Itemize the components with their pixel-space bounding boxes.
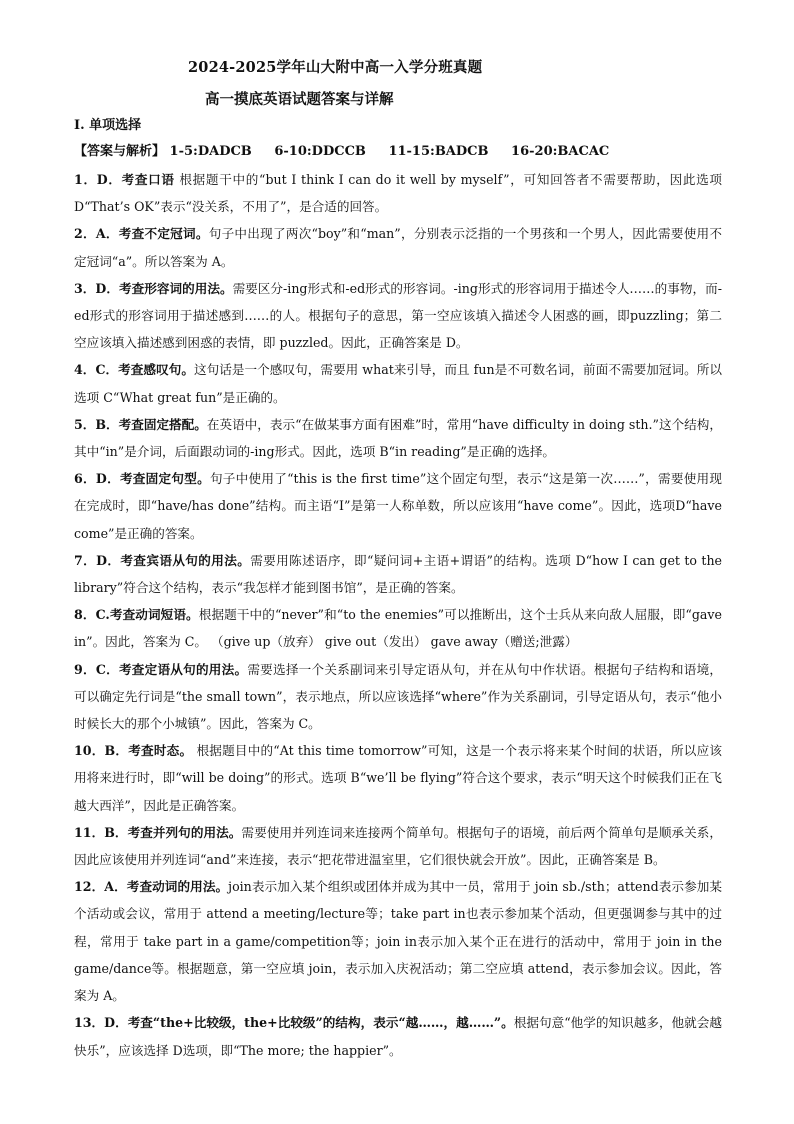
item-number: 2．A． xyxy=(74,226,119,242)
explanation-item xyxy=(74,275,722,357)
explanation-item xyxy=(74,220,722,274)
item-topic: 考查时态。 xyxy=(128,743,193,759)
explanation-item xyxy=(74,601,722,655)
item-topic: 考查不定冠词。 xyxy=(118,226,209,242)
item-number: 13．D． xyxy=(74,1015,128,1031)
item-number: 9．C． xyxy=(74,661,119,677)
item-text: 句子中使用了“this is the first time”这个固定句型，表示“这是第一次……”，需要使用现在完成时，即“have/has done”结构。而主语“I”是第一人称单数，所以应该用“have come”。因此，选项D“have come”是正确的答案。 xyxy=(74,471,723,541)
explanation-item xyxy=(74,873,722,1009)
document-subtitle: 高一摸底英语试题答案与详解 xyxy=(205,91,394,108)
item-number: 6．D． xyxy=(74,471,120,487)
item-text: 这句话是一个感叹句，需要用 what来引导，而且 fun是不可数名词，前面不需要加冠词。所以选项 C“What great fun”是正确的。 xyxy=(74,362,723,405)
item-text: 需要用陈述语序，即“疑问词+主语+谓语”的结构。选项 D“how I can get to the library”符合这个结构，表示“我怎样才能到图书馆”，是正确的答案。 xyxy=(74,552,723,596)
item-text: 根据句意“他学的知识越多，他就会越快乐”，应该选择 D选项，即“The more; the happier”。 xyxy=(74,1015,722,1058)
item-number: 10．B． xyxy=(74,743,129,759)
explanation-item xyxy=(74,1009,722,1063)
item-topic: 考查感叹句。 xyxy=(118,362,194,378)
item-text: 根据题干中的“never”和“to the enemies”可以推断出，这个士兵从来向敌人屈服，即“gave in”。因此，答案为 C。 （give up（放弃） give out（发出） gave away（赠送;泄露） xyxy=(74,607,723,650)
item-number: 12．A． xyxy=(74,879,127,895)
item-topic: 考查“the+比较级，the+比较级”的结构，表示“越……，越……”。 xyxy=(127,1015,514,1031)
answer-group: 16-20:BACAC xyxy=(511,144,610,159)
item-number: 5．B． xyxy=(74,416,119,432)
explanation-item xyxy=(74,411,722,465)
item-topic: 考查口语 xyxy=(121,172,175,187)
answer-group: 1-5:DADCB xyxy=(169,144,252,159)
item-text: join表示加入某个组织或团体并成为其中一员，常用于 join sb./sth；attend表示参加某个活动或会议，常用于 attend a meeting/lecture等；take part in也表示参加某个活动，但更强调参与其中的过程，常用于 take part in a game/competition等；join in表示加入某个正在进行的活动中，常用于 join in the game/dance等。根据题意，第一空应填 join，表示加入庆祝活动；第二空应填 attend，表示参加会议。因此，答案为 A。 xyxy=(74,879,723,1004)
item-topic: 考查宾语从句的用法。 xyxy=(120,552,251,568)
explanation-item xyxy=(74,656,722,738)
item-topic: 考查定语从句的用法。 xyxy=(118,661,248,677)
explanation-item xyxy=(74,465,722,547)
item-topic: 考查动词短语。 xyxy=(109,607,199,623)
item-text: 需要使用并列连词来连接两个简单句。根据句子的语境，前后两个简单句是顺承关系，因此应该使用并列连词“and”来连接，表示“把花带进温室里，它们很快就会开放”。因此，正确答案是 B。 xyxy=(74,824,723,868)
item-text: 根据题干中的“but I think I can do it well by myself”，可知回答者不需要帮助，因此选项D“That’s OK”表示“没关系，不用了”，是合适的回答。 xyxy=(74,172,722,215)
item-text: 句子中出现了两次“boy”和“man”，分别表示泛指的一个男孩和一个男人，因此需要使用不定冠词“a”。所以答案为 A。 xyxy=(74,226,723,269)
answer-key-line xyxy=(74,138,722,166)
item-text: 根据题目中的“At this time tomorrow”可知，这是一个表示将来某个时间的状语，所以应该用将来进行时，即“will be doing”的形式。选项 B“we’ll be flying”符合这个要求，表示“明天这个时候我们正在飞越大西洋”，因此是正确答案。 xyxy=(74,743,723,813)
item-number: 11．B． xyxy=(74,824,128,840)
item-number: 1．D． xyxy=(74,172,122,187)
item-topic: 考查固定句型。 xyxy=(119,471,210,487)
explanation-item xyxy=(74,819,722,873)
explanation-item xyxy=(74,547,722,601)
item-number: 3．D． xyxy=(74,280,119,296)
explanation-item xyxy=(74,356,722,410)
item-number: 7．D． xyxy=(74,552,121,568)
item-number: 8．C. xyxy=(74,607,110,623)
answer-group: 11-15:BADCB xyxy=(388,144,489,159)
section-heading: I. 单项选择 xyxy=(74,118,142,133)
item-text: 需要选择一个关系副词来引导定语从句，并在从句中作状语。根据句子结构和语境，可以确定先行词是“the small town”，表示地点，所以应该选择“where”作为关系副词，引导定语从句，表示“他小时候长大的那个小城镇”。因此，答案为 C。 xyxy=(74,661,722,732)
explanation-item xyxy=(74,166,722,220)
item-topic: 考查形容词的用法。 xyxy=(118,280,233,296)
answer-content xyxy=(74,114,722,1064)
item-text: 在英语中，表示“在做某事方面有困难”时，常用“have difficulty in doing sth.”这个结构，其中“in”是介词，后面跟动词的-ing形式。因此，选项 B“in reading”是正确的选择。 xyxy=(74,416,722,460)
item-topic: 考查固定搭配。 xyxy=(118,416,207,432)
item-topic: 考查动词的用法。 xyxy=(126,879,229,895)
answer-key-label: 【答案与解析】 xyxy=(74,144,166,159)
item-number: 4．C． xyxy=(74,362,119,378)
item-topic: 考查并列句的用法。 xyxy=(127,824,242,840)
item-text: 需要区分-ing形式和-ed形式的形容词。-ing形式的形容词用于描述令人……的事物，而-ed形式的形容词用于描述感到……的人。根据句子的意思，第一空应该填入描述令人困惑的画，即puzzling；第二空应该填入描述感到困惑的表情，即 puzzled。因此，正确答案是 D。 xyxy=(74,280,723,351)
answer-group: 6-10:DDCCB xyxy=(274,144,366,159)
document-title: 2024-2025学年山大附中高一入学分班真题 xyxy=(188,59,483,76)
explanation-item xyxy=(74,737,722,819)
